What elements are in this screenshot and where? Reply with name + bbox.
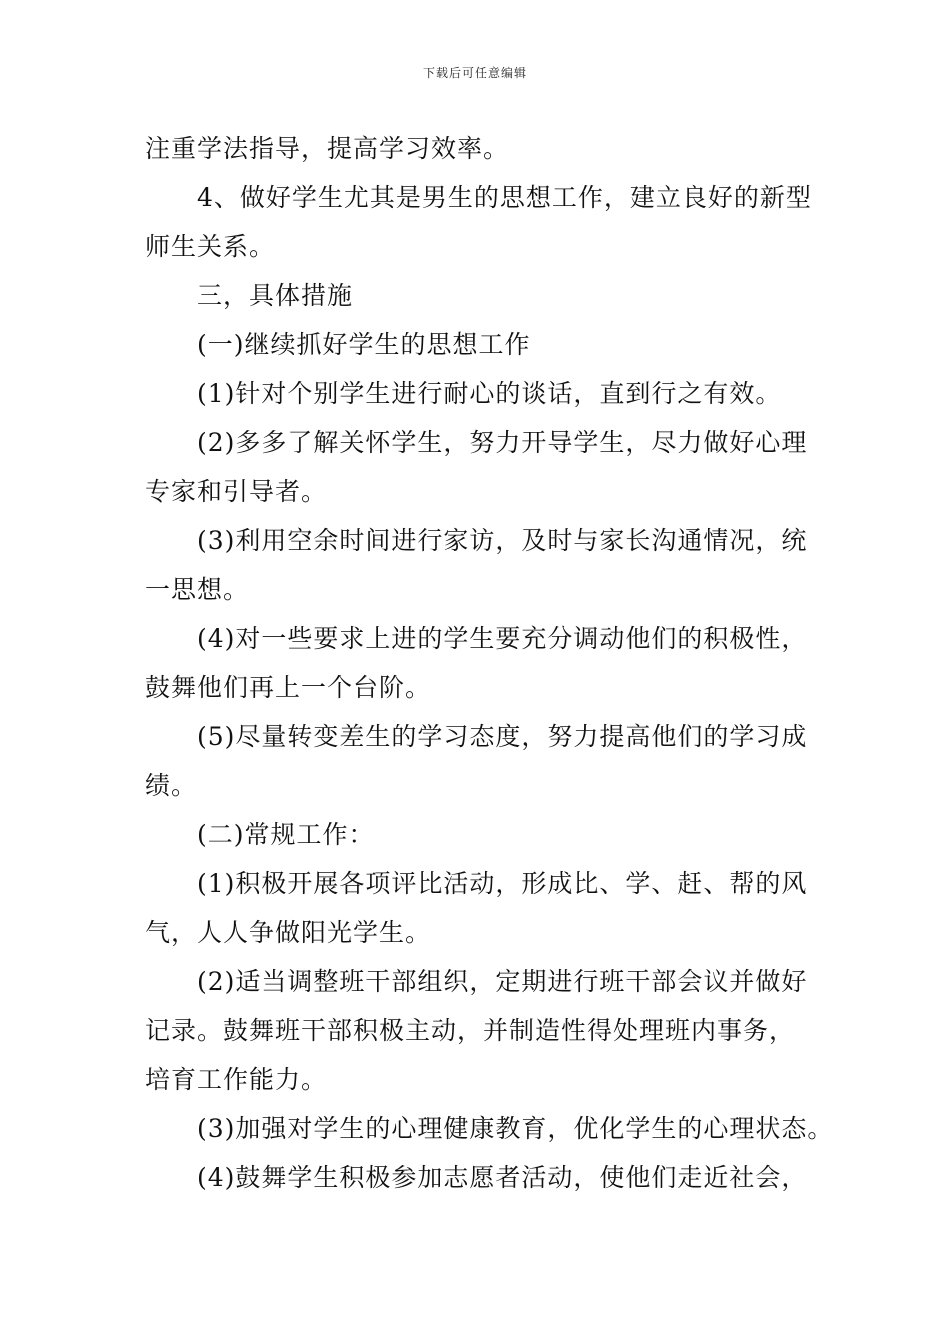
text-line-17: 气，人人争做阳光学生。 bbox=[145, 918, 432, 947]
text-line-11: (4)对一些要求上进的学生要充分调动他们的积极性， bbox=[197, 624, 808, 653]
text-line-8: 专家和引导者。 bbox=[145, 477, 328, 506]
document-body bbox=[145, 124, 834, 1202]
text-line-7: (2)多多了解关怀学生，努力开导学生，尽力做好心理 bbox=[197, 428, 808, 457]
text-line-14: 绩。 bbox=[145, 771, 198, 800]
text-line-20: 培育工作能力。 bbox=[145, 1065, 328, 1094]
text-line-2: 4、做好学生尤其是男生的思想工作，建立良好的新型 bbox=[197, 183, 812, 212]
section-heading-measures: 三，具体措施 bbox=[197, 281, 354, 310]
text-line-9: (3)利用空余时间进行家访，及时与家长沟通情况，统 bbox=[197, 526, 808, 555]
page-header-note: 下载后可任意编辑 bbox=[422, 66, 527, 80]
text-line-12: 鼓舞他们再上一个台阶。 bbox=[145, 673, 432, 702]
text-line-18: (2)适当调整班干部组织，定期进行班干部会议并做好 bbox=[197, 967, 808, 996]
text-line-13: (5)尽量转变差生的学习态度，努力提高他们的学习成 bbox=[197, 722, 808, 751]
text-line-3: 师生关系。 bbox=[145, 232, 276, 261]
subsection-heading-thought-work: (一)继续抓好学生的思想工作 bbox=[197, 330, 531, 359]
text-line-1: 注重学法指导，提高学习效率。 bbox=[145, 134, 510, 163]
subsection-heading-routine-work: (二)常规工作： bbox=[197, 820, 375, 849]
text-line-21: (3)加强对学生的心理健康教育，优化学生的心理状态。 bbox=[197, 1114, 834, 1143]
text-line-6: (1)针对个别学生进行耐心的谈话，直到行之有效。 bbox=[197, 379, 782, 408]
text-line-19: 记录。鼓舞班干部积极主动，并制造性得处理班内事务， bbox=[145, 1016, 796, 1045]
text-line-10: 一思想。 bbox=[145, 575, 250, 604]
text-line-22: (4)鼓舞学生积极参加志愿者活动，使他们走近社会， bbox=[197, 1163, 808, 1192]
text-line-16: (1)积极开展各项评比活动，形成比、学、赶、帮的风 bbox=[197, 869, 808, 898]
